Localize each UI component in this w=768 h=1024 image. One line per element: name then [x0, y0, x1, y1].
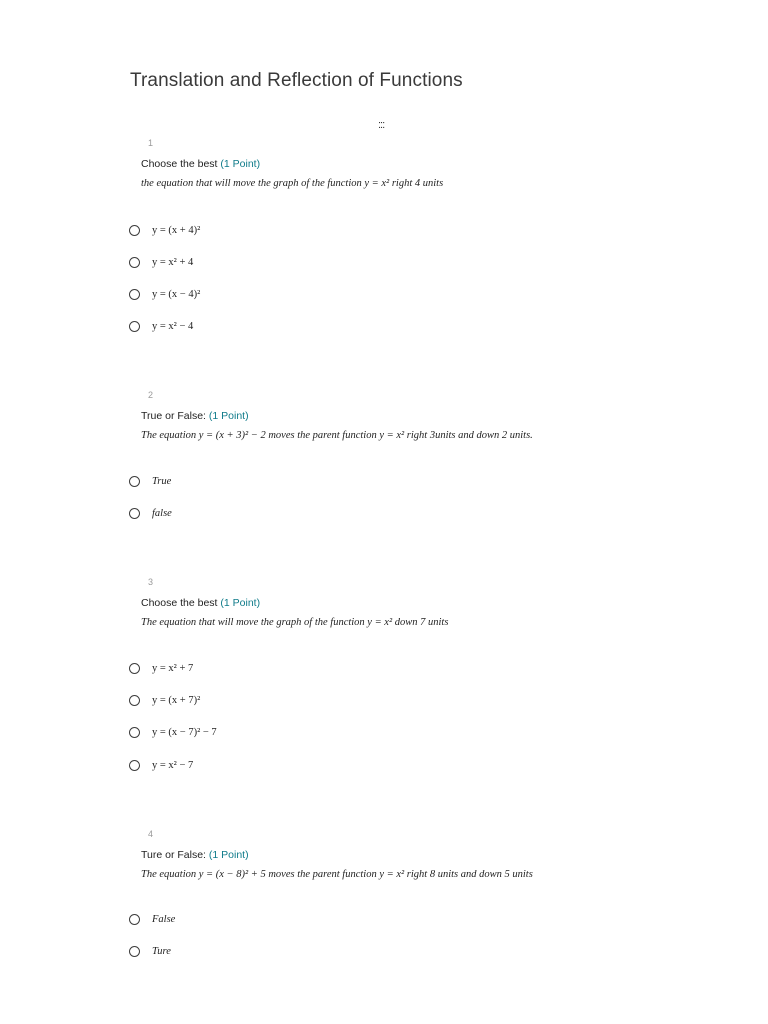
- question-prompt: [141, 410, 249, 422]
- radio-button[interactable]: [129, 727, 140, 738]
- question-prompt: [141, 158, 260, 170]
- option-label: y = (x − 4)²: [152, 288, 201, 300]
- radio-button[interactable]: [129, 946, 140, 957]
- question-text: the equation that will move the graph of the function y = x² right 4 units: [141, 178, 444, 189]
- radio-button[interactable]: [129, 321, 140, 332]
- option-label: y = (x − 7)² − 7: [152, 726, 217, 738]
- option-label: y = (x + 7)²: [152, 694, 201, 706]
- question-points: (1 Point): [220, 158, 261, 170]
- option-label: True: [152, 475, 172, 487]
- radio-button[interactable]: [129, 508, 140, 519]
- question-text: The equation that will move the graph of the function y = x² down 7 units: [141, 617, 449, 628]
- radio-button[interactable]: [129, 257, 140, 268]
- radio-button[interactable]: [129, 760, 140, 771]
- option-label: false: [152, 507, 172, 519]
- question-number: 3: [148, 577, 154, 587]
- option-q3-c[interactable]: [129, 724, 217, 740]
- question-points: (1 Point): [208, 849, 249, 861]
- question-text: The equation y = (x − 8)² + 5 moves the parent function y = x² right 8 units and down 5 units: [141, 869, 533, 880]
- option-label: y = x² + 7: [152, 662, 194, 674]
- option-label: y = (x + 4)²: [152, 224, 201, 236]
- question-number: 4: [148, 829, 154, 839]
- radio-button[interactable]: [129, 914, 140, 925]
- question-prompt-label: Choose the best: [141, 597, 218, 609]
- option-q1-d[interactable]: [129, 318, 193, 334]
- question-number: 2: [148, 390, 154, 400]
- option-label: y = x² − 4: [152, 320, 194, 332]
- option-q2-a[interactable]: [129, 473, 171, 489]
- question-prompt-label: True or False:: [141, 410, 206, 422]
- option-q2-b[interactable]: [129, 505, 172, 521]
- option-q3-d[interactable]: [129, 757, 193, 773]
- option-q1-b[interactable]: [129, 254, 193, 270]
- option-q3-a[interactable]: [129, 660, 193, 676]
- option-q4-a[interactable]: [129, 911, 175, 927]
- option-q1-c[interactable]: [129, 286, 200, 302]
- radio-button[interactable]: [129, 663, 140, 674]
- form-title: Translation and Reflection of Functions: [130, 70, 463, 91]
- question-text: The equation y = (x + 3)² − 2 moves the parent function y = x² right 3units and down 2 units.: [141, 430, 533, 441]
- radio-button[interactable]: [129, 695, 140, 706]
- question-prompt-label: Ture or False:: [141, 849, 206, 861]
- question-prompt-label: Choose the best: [141, 158, 218, 170]
- option-label: y = x² − 7: [152, 759, 194, 771]
- option-label: False: [152, 913, 176, 925]
- radio-button[interactable]: [129, 289, 140, 300]
- question-prompt: [141, 849, 249, 861]
- option-q1-a[interactable]: [129, 222, 200, 238]
- option-label: y = x² + 4: [152, 256, 194, 268]
- option-q3-b[interactable]: [129, 692, 200, 708]
- question-prompt: [141, 597, 260, 609]
- option-label: Ture: [152, 945, 171, 957]
- option-q4-b[interactable]: [129, 943, 171, 959]
- question-points: (1 Point): [220, 597, 261, 609]
- drag-handle-icon[interactable]: :::: [378, 119, 385, 131]
- radio-button[interactable]: [129, 225, 140, 236]
- question-number: 1: [148, 138, 154, 148]
- radio-button[interactable]: [129, 476, 140, 487]
- question-points: (1 Point): [208, 410, 249, 422]
